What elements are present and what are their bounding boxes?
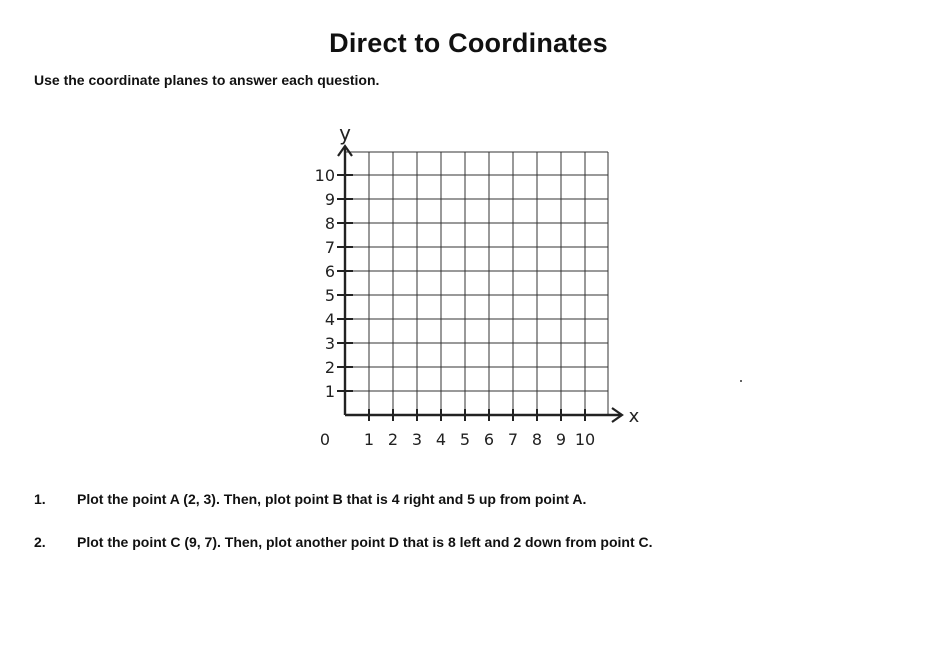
y-tick-label: 10 (314, 166, 335, 185)
x-tick-label: 3 (411, 430, 423, 449)
x-tick-label: 7 (507, 430, 519, 449)
question-text: Plot the point C (9, 7). Then, plot another point D that is 8 left and 2 down from point C. (77, 534, 653, 550)
question-number: 1. (34, 491, 46, 507)
y-tick-label: 4 (324, 310, 335, 329)
question-number: 2. (34, 534, 46, 550)
x-tick-label: 9 (555, 430, 567, 449)
y-tick-label: 1 (324, 382, 335, 401)
x-tick-label: 6 (483, 430, 495, 449)
axes (338, 146, 622, 422)
tick-labels (315, 121, 640, 449)
page-title: Direct to Coordinates (329, 28, 608, 58)
y-tick-label: 3 (324, 334, 335, 353)
y-axis-label: y (339, 121, 351, 145)
origin-label: 0 (319, 430, 331, 449)
grid-lines (345, 152, 608, 415)
tick-marks (337, 175, 585, 421)
x-tick-label: 2 (387, 430, 399, 449)
instructions-text: Use the coordinate planes to answer each question. (34, 72, 380, 88)
y-tick-label: 2 (324, 358, 335, 377)
stray-dot (740, 380, 742, 382)
x-axis-label: x (628, 406, 640, 427)
y-tick-label: 9 (324, 190, 335, 209)
x-tick-label: 10 (574, 430, 596, 449)
question-text: Plot the point A (2, 3). Then, plot point B that is 4 right and 5 up from point A. (77, 491, 587, 507)
x-tick-label: 4 (435, 430, 447, 449)
coordinate-plane[interactable] (300, 120, 640, 460)
y-tick-label: 7 (324, 238, 335, 257)
y-tick-label: 5 (324, 286, 335, 305)
x-tick-label: 8 (531, 430, 543, 449)
y-tick-label: 6 (324, 262, 335, 281)
y-tick-label: 8 (324, 214, 335, 233)
x-tick-label: 5 (459, 430, 471, 449)
x-tick-label: 1 (363, 430, 375, 449)
coordinate-plane-svg[interactable] (300, 120, 640, 460)
